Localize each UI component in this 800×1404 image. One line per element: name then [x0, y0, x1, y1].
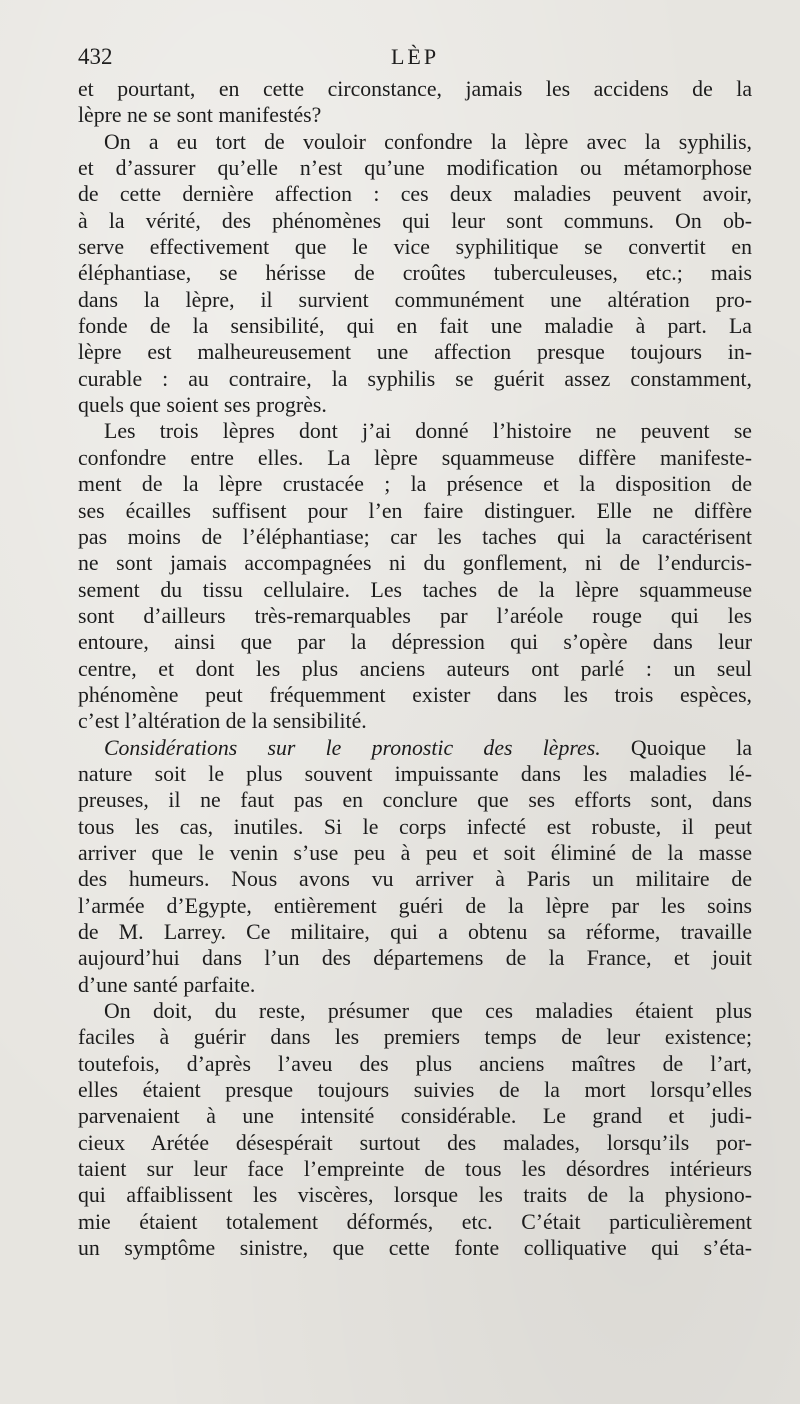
text-line: l’armée d’Egypte, entièrement guéri de la lèpre par les soins [78, 893, 752, 918]
text-line: preuses, il ne faut pas en conclure que ses efforts sont, dans [78, 788, 752, 813]
text-line: lèpre est malheureusement une affection presque toujours in- [78, 340, 752, 365]
text-line: toutefois, d’après l’aveu des plus anciens maîtres de l’art, [78, 1051, 752, 1076]
paragraph-start-line: Les trois lèpres dont j’ai donné l’histoire ne peuvent se [104, 419, 752, 444]
paragraph-start-line: On doit, du reste, présumer que ces maladies étaient plus [104, 999, 752, 1024]
text-line: de M. Larrey. Ce militaire, qui a obtenu sa réforme, travaille [78, 920, 752, 944]
text-line: ment de la lèpre crustacée ; la présence et la disposition de [78, 472, 752, 497]
text-line: confondre entre elles. La lèpre squammeuse diffère manifeste- [78, 445, 752, 470]
text-line: sont d’ailleurs très-remarquables par l’aréole rouge qui les [78, 603, 752, 628]
text-line: un symptôme sinistre, que cette fonte colliquative qui s’éta- [78, 1236, 752, 1261]
text-line: entoure, ainsi que par la dépression qui s’opère dans leur [78, 630, 752, 655]
text-line: des humeurs. Nous avons vu arriver à Paris un militaire de [78, 867, 752, 892]
text-line: à la vérité, des phénomènes qui leur sont communs. On ob- [78, 208, 752, 233]
page-number: 432 [78, 44, 113, 69]
text-line: et pourtant, en cette circonstance, jamais les accidens de la [78, 77, 752, 101]
text-line: mie étaient totalement déformés, etc. C’était particulièrement [78, 1209, 752, 1234]
text-line: dans la lèpre, il survient communément une altération pro- [78, 287, 752, 312]
body-text [78, 76, 752, 1261]
text-line: qui affaiblissent les viscères, lorsque les traits de la physiono- [78, 1183, 752, 1208]
running-head: LÈP [390, 44, 440, 69]
text-line: de cette dernière affection : ces deux maladies peuvent avoir, [78, 182, 752, 207]
text-line: taient sur leur face l’empreinte de tous les désordres intérieurs [78, 1157, 752, 1182]
text-line: centre, et dont les plus anciens auteurs ont parlé : un seul [78, 656, 752, 681]
text-line: pas moins de l’éléphantiase; car les taches qui la caractérisent [78, 524, 752, 549]
section-heading-italic: Considérations sur le pronostic des lèpres. [104, 735, 601, 760]
text-line: quels que soient ses progrès. [78, 393, 327, 418]
text-line: tous les cas, inutiles. Si le corps infecté est robuste, il peut [78, 814, 752, 839]
text-line: sement du tissu cellulaire. Les taches de la lèpre squammeuse [78, 577, 752, 602]
text-line: c’est l’altération de la sensibilité. [78, 709, 367, 734]
paragraph-start-line: On a eu tort de vouloir confondre la lèpre avec la syphilis, [104, 129, 752, 154]
text-line: parvenaient à une intensité considérable. Le grand et judi- [78, 1104, 752, 1129]
text-line: serve effectivement que le vice syphilitique se convertit en [78, 235, 752, 260]
text-line: cieux Arétée désespérait surtout des malades, lorsqu’ils por- [78, 1130, 752, 1155]
page-header [78, 38, 752, 74]
text-line: fonde de la sensibilité, qui en fait une maladie à part. La [78, 314, 752, 339]
text-line: et d’assurer qu’elle n’est qu’une modification ou métamorphose [78, 156, 752, 181]
text-line: nature soit le plus souvent impuissante dans les maladies lé- [78, 761, 752, 786]
text-line: faciles à guérir dans les premiers temps de leur existence; [78, 1025, 752, 1050]
text-line: aujourd’hui dans l’un des départemens de la France, et jouit [78, 946, 752, 971]
text-line: curable : au contraire, la syphilis se guérit assez constamment, [78, 366, 752, 391]
section-heading-line [78, 735, 752, 761]
text-line: arriver que le venin s’use peu à peu et soit éliminé de la masse [78, 840, 752, 865]
text-line: elles étaient presque toujours suivies de la mort lorsqu’elles [78, 1078, 752, 1103]
text-line: d’une santé parfaite. [78, 972, 256, 997]
text-line: ne sont jamais accompagnées ni du gonflement, ni de l’endurcis- [78, 551, 752, 576]
section-heading-continuation: Quoique la [600, 735, 752, 760]
text-line: lèpre ne se sont manifestés? [78, 103, 322, 128]
text-line: ses écailles suffisent pour l’en faire distinguer. Elle ne diffère [78, 498, 752, 523]
text-line: éléphantiase, se hérisse de croûtes tuberculeuses, etc.; mais [78, 261, 752, 286]
text-line: phénomène peut fréquemment exister dans les trois espèces, [78, 682, 752, 707]
